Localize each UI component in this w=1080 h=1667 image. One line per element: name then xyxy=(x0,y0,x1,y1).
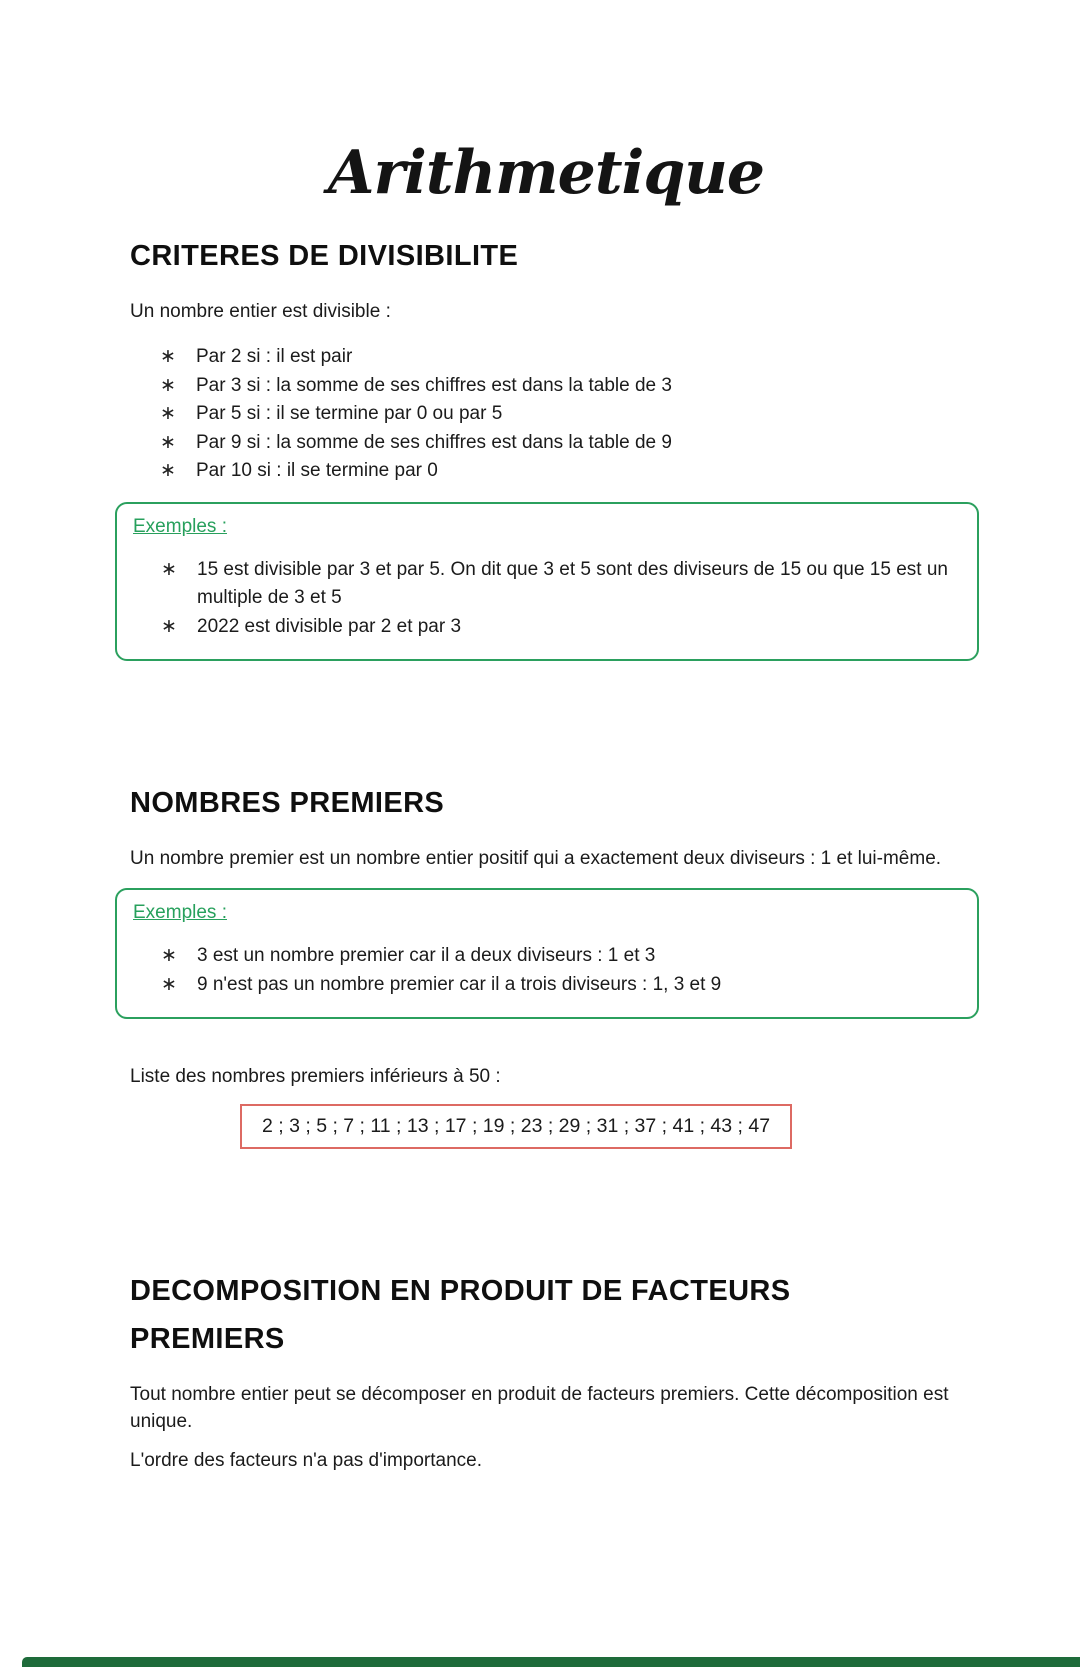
asterisk-bullet-icon: ∗ xyxy=(160,460,176,481)
example-text: 3 est un nombre premier car il a deux diviseurs : 1 et 3 xyxy=(197,945,656,966)
list-item xyxy=(130,343,962,372)
document-page xyxy=(0,140,1080,1474)
primes-intro: Un nombre premier est un nombre entier positif qui a exactement deux diviseurs : 1 et lui-même. xyxy=(130,848,942,869)
page-title: Arithmetique xyxy=(327,138,765,208)
list-item xyxy=(130,429,962,458)
section-heading-decomposition: DECOMPOSITION EN PRODUIT DE FACTEURS PREMIERS xyxy=(130,1275,791,1355)
asterisk-bullet-icon: ∗ xyxy=(160,403,176,424)
asterisk-bullet-icon: ∗ xyxy=(161,558,177,580)
primes-list-values: 2 ; 3 ; 5 ; 7 ; 11 ; 13 ; 17 ; 19 ; 23 ; 29 ; 31 ; 37 ; 41 ; 43 ; 47 xyxy=(262,1115,771,1137)
examples-label: Exemples : xyxy=(133,515,227,537)
asterisk-bullet-icon: ∗ xyxy=(161,945,177,966)
asterisk-bullet-icon: ∗ xyxy=(161,615,177,637)
section-gap xyxy=(130,661,962,753)
rule-text: Par 2 si : il est pair xyxy=(196,346,353,367)
list-item xyxy=(130,400,962,429)
list-item xyxy=(133,613,957,642)
section-gap xyxy=(130,1149,962,1241)
asterisk-bullet-icon: ∗ xyxy=(160,346,176,367)
section-gap xyxy=(130,1019,962,1063)
list-item xyxy=(130,457,962,486)
rule-text: Par 9 si : la somme de ses chiffres est dans la table de 9 xyxy=(196,431,672,453)
asterisk-bullet-icon: ∗ xyxy=(161,973,177,995)
rule-text: Par 10 si : il se termine par 0 xyxy=(196,460,438,481)
asterisk-bullet-icon: ∗ xyxy=(160,431,176,453)
divisibility-examples-box xyxy=(115,502,979,662)
divisibility-intro: Un nombre entier est divisible : xyxy=(130,301,391,322)
primes-examples-box xyxy=(115,888,979,1019)
footer-green-bar xyxy=(22,1657,1080,1667)
examples-label: Exemples : xyxy=(133,902,227,923)
example-text: 2022 est divisible par 2 et par 3 xyxy=(197,615,462,637)
rule-text: Par 5 si : il se termine par 0 ou par 5 xyxy=(196,403,503,424)
list-item xyxy=(133,971,957,1000)
asterisk-bullet-icon: ∗ xyxy=(160,374,176,396)
list-item xyxy=(133,942,957,971)
divisibility-rules-list xyxy=(130,343,962,486)
section-heading-divisibility: CRITERES DE DIVISIBILITE xyxy=(130,240,519,272)
list-item xyxy=(133,556,957,613)
decomposition-paragraph-1: Tout nombre entier peut se décomposer en produit de facteurs premiers. Cette décomposition est unique. xyxy=(130,1384,949,1432)
primes-examples-list xyxy=(133,942,957,999)
example-text: 15 est divisible par 3 et par 5. On dit que 3 et 5 sont des diviseurs de 15 ou que 15 est un multiple de 3 et 5 xyxy=(197,558,948,608)
example-text: 9 n'est pas un nombre premier car il a trois diviseurs : 1, 3 et 9 xyxy=(197,973,722,995)
list-item xyxy=(130,372,962,401)
decomposition-paragraph-2: L'ordre des facteurs n'a pas d'importance. xyxy=(130,1450,483,1471)
section-heading-primes: NOMBRES PREMIERS xyxy=(130,787,445,819)
divisibility-examples-list xyxy=(133,556,957,642)
primes-list-label: Liste des nombres premiers inférieurs à 50 : xyxy=(130,1066,501,1087)
rule-text: Par 3 si : la somme de ses chiffres est dans la table de 3 xyxy=(196,374,672,396)
primes-list-box xyxy=(240,1104,792,1149)
